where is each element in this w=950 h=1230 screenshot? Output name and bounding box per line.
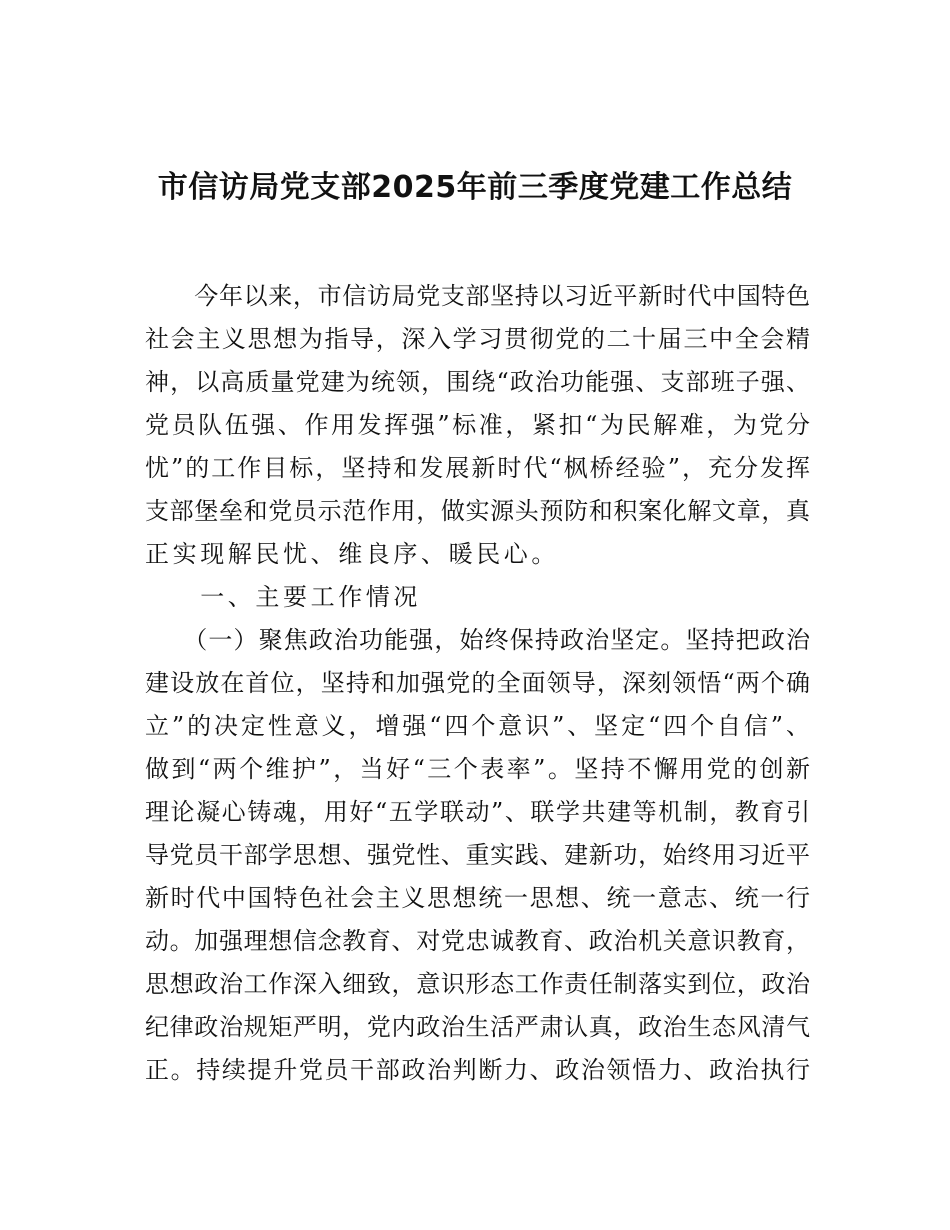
paragraph-line: 理论凝心铸魂，用好“五学联动”、联学共建等机制，教育引 bbox=[145, 798, 810, 826]
paragraph-line: 建设放在首位，坚持和加强党的全面领导，深刻领悟“两个确 bbox=[145, 669, 810, 697]
paragraph-line: 支部堡垒和党员示范作用，做实源头预防和积案化解文章，真 bbox=[145, 497, 810, 525]
paragraph-line: 新时代中国特色社会主义思想统一思想、统一意志、统一行 bbox=[145, 884, 810, 912]
paragraph-line: （一）聚焦政治功能强，始终保持政治坚定。坚持把政治 bbox=[145, 626, 810, 654]
paragraph-line: 思想政治工作深入细致，意识形态工作责任制落实到位，政治 bbox=[145, 970, 810, 998]
paragraph-line: 正。持续提升党员干部政治判断力、政治领悟力、政治执行 bbox=[145, 1056, 810, 1084]
paragraph-line: 正实现解民忧、维良序、暖民心。 bbox=[145, 540, 559, 568]
paragraph-line: 神，以高质量党建为统领，围绕“政治功能强、支部班子强、 bbox=[145, 368, 810, 396]
paragraph-line: 忧”的工作目标，坚持和发展新时代“枫桥经验”，充分发挥 bbox=[145, 454, 810, 482]
paragraph-line: 党员队伍强、作用发挥强”标准，紧扣“为民解难，为党分 bbox=[145, 411, 810, 439]
paragraph-line: 纪律政治规矩严明，党内政治生活严肃认真，政治生态风清气 bbox=[145, 1013, 810, 1041]
paragraph-line: 立”的决定性意义，增强“四个意识”、坚定“四个自信”、 bbox=[145, 712, 810, 740]
section-heading: 一、主要工作情况 bbox=[145, 583, 421, 611]
paragraph-line: 社会主义思想为指导，深入学习贯彻党的二十届三中全会精 bbox=[145, 325, 810, 353]
paragraph-line: 做到“两个维护”，当好“三个表率”。坚持不懈用党的创新 bbox=[145, 755, 810, 783]
document-title: 市信访局党支部2025年前三季度党建工作总结 bbox=[157, 170, 793, 205]
paragraph-line: 今年以来，市信访局党支部坚持以习近平新时代中国特色 bbox=[145, 282, 810, 310]
paragraph-line: 导党员干部学思想、强党性、重实践、建新功，始终用习近平 bbox=[145, 841, 810, 869]
paragraph-line: 动。加强理想信念教育、对党忠诚教育、政治机关意识教育， bbox=[145, 927, 810, 955]
document-body bbox=[145, 275, 810, 1092]
